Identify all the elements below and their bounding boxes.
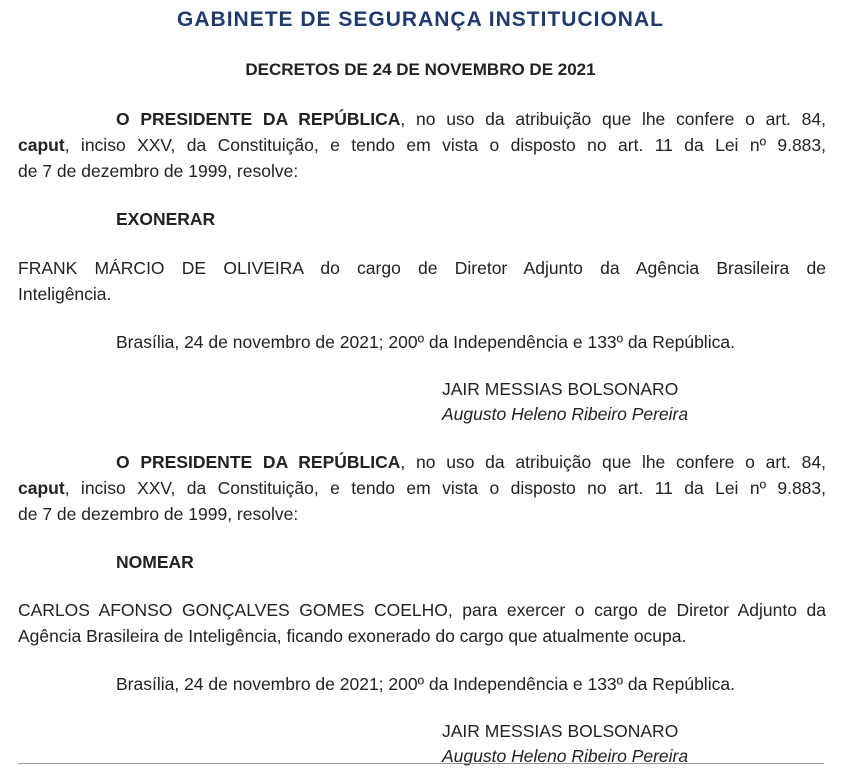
- caput-label: caput: [18, 478, 65, 498]
- signer-minister: Augusto Heleno Ribeiro Pereira: [442, 746, 689, 766]
- preamble-line-1: [116, 449, 826, 475]
- preamble-line-3: de 7 de dezembro de 1999, resolve:: [18, 161, 299, 181]
- president-label: O PRESIDENTE DA REPÚBLICA: [116, 452, 401, 472]
- preamble-text: , no uso da atribuição que lhe confere o art. 84,: [400, 109, 826, 129]
- preamble-text: , no uso da atribuição que lhe confere o art. 84,: [400, 452, 826, 472]
- preamble-line-3: de 7 de dezembro de 1999, resolve:: [18, 504, 299, 524]
- place-date: Brasília, 24 de novembro de 2021; 200º da Independência e 133º da República.: [116, 674, 735, 694]
- preamble-line-1: [116, 106, 826, 132]
- preamble-text: , inciso XXV, da Constituição, e tendo em vista o disposto no art. 11 da Lei nº 9.883,: [64, 135, 826, 155]
- caput-label: caput: [18, 135, 65, 155]
- decree-body-line-2: Inteligência.: [18, 284, 112, 304]
- decree-body-line-1: CARLOS AFONSO GONÇALVES GOMES COELHO, para exercer o cargo de Diretor Adjunto da: [18, 600, 826, 620]
- place-date: Brasília, 24 de novembro de 2021; 200º da Independência e 133º da República.: [116, 332, 735, 352]
- preamble-line-2: [18, 475, 826, 501]
- signer-president: JAIR MESSIAS BOLSONARO: [442, 721, 679, 741]
- signer-president: JAIR MESSIAS BOLSONARO: [442, 379, 679, 399]
- preamble-text: , inciso XXV, da Constituição, e tendo em vista o disposto no art. 11 da Lei nº 9.883,: [64, 478, 826, 498]
- decree-body-line-1: FRANK MÁRCIO DE OLIVEIRA do cargo de Diretor Adjunto da Agência Brasileira de: [18, 258, 826, 278]
- action-exonerar: EXONERAR: [116, 209, 216, 229]
- preamble-line-2: [18, 132, 826, 158]
- decree-body-line-2: Agência Brasileira de Inteligência, ficando exonerado do cargo que atualmente ocupa.: [18, 626, 687, 646]
- decree-heading: DECRETOS DE 24 DE NOVEMBRO DE 2021: [245, 60, 596, 79]
- signer-minister: Augusto Heleno Ribeiro Pereira: [442, 404, 689, 424]
- bottom-divider: [18, 763, 824, 764]
- action-nomear: NOMEAR: [116, 552, 194, 572]
- agency-title: GABINETE DE SEGURANÇA INSTITUCIONAL: [177, 8, 664, 31]
- president-label: O PRESIDENTE DA REPÚBLICA: [116, 109, 401, 129]
